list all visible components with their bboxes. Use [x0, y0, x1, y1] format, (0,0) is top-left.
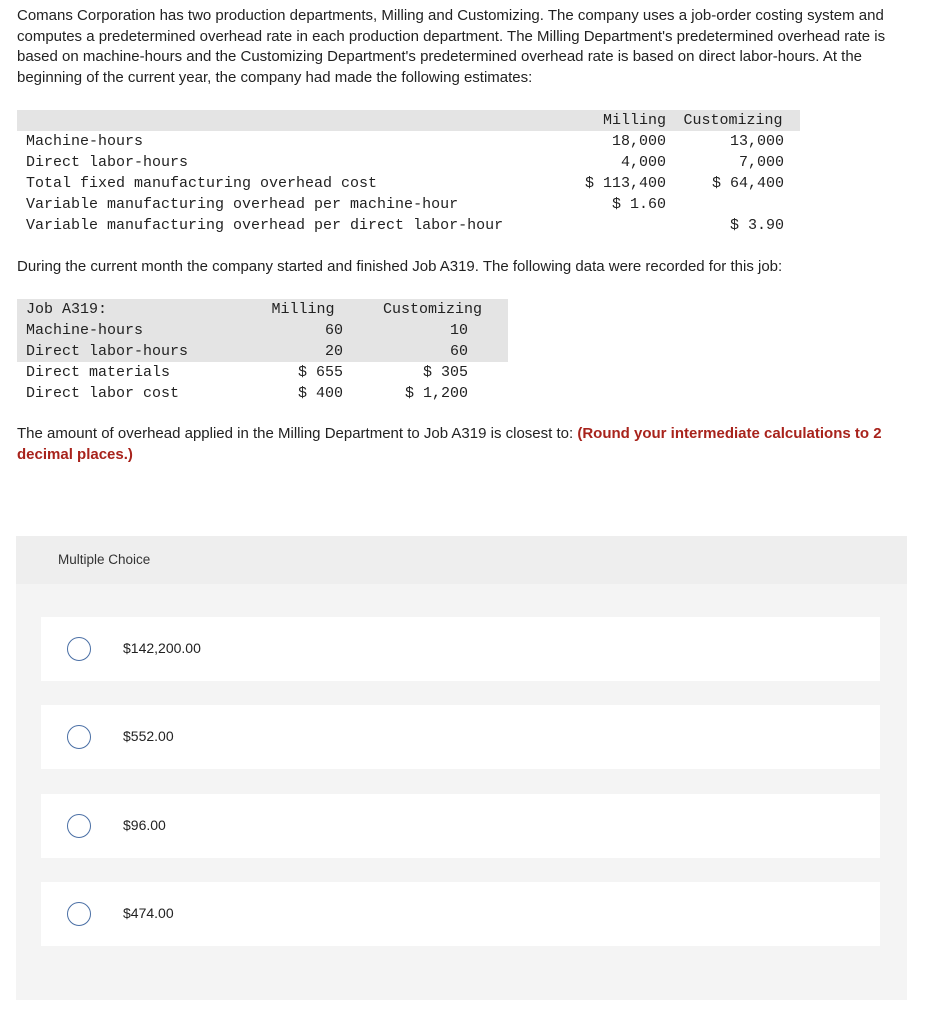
estimates-table	[17, 110, 800, 236]
estimates-row-machine-hours	[17, 131, 800, 152]
choice-option-4[interactable]	[41, 882, 880, 946]
job-title: Job A319:	[17, 299, 249, 320]
row-label: Machine-hours	[17, 320, 249, 341]
job-row-direct-labor-cost	[17, 383, 508, 404]
job-row-machine-hours	[17, 320, 508, 341]
row-label: Direct labor-hours	[26, 154, 189, 171]
question-body: The amount of overhead applied in the Milling Department to Job A319 is closest to:	[17, 425, 574, 442]
milling-value: $ 1.60	[611, 196, 666, 213]
milling-value: 20	[249, 341, 357, 362]
milling-value: 60	[249, 320, 357, 341]
customizing-value: 60	[357, 341, 508, 362]
multiple-choice-header	[16, 536, 907, 584]
choice-label: $96.00	[123, 817, 166, 833]
rounding-note: (Round your intermediate calculations to 2 decimal places.)	[17, 425, 882, 463]
choice-option-1[interactable]	[41, 617, 880, 681]
row-label: Direct labor cost	[26, 385, 180, 402]
radio-button-icon[interactable]	[67, 902, 91, 926]
customizing-value: $ 64,400	[711, 175, 784, 192]
customizing-value: $ 3.90	[729, 217, 784, 234]
customizing-value: $ 1,200	[404, 385, 468, 402]
customizing-value: $ 305	[422, 364, 468, 381]
row-label: Variable manufacturing overhead per direct labor-hour	[26, 217, 504, 234]
row-label: Total fixed manufacturing overhead cost	[26, 175, 378, 192]
estimates-row-variable-per-mh	[17, 194, 800, 215]
choice-label: $552.00	[123, 728, 174, 744]
multiple-choice-title: Multiple Choice	[58, 552, 151, 567]
milling-value: $ 113,400	[584, 175, 666, 192]
row-label: Direct labor-hours	[17, 341, 249, 362]
job-intro-text: During the current month the company started and finished Job A319. The following data were recorded for this job:	[17, 258, 783, 275]
customizing-value: 13,000	[729, 133, 784, 150]
customizing-value	[666, 194, 800, 215]
estimates-col-customizing: Customizing	[666, 110, 800, 131]
job-table	[17, 299, 508, 404]
milling-value: 4,000	[620, 154, 666, 171]
row-label: Variable manufacturing overhead per machine-hour	[26, 196, 459, 213]
choice-label: $142,200.00	[123, 640, 201, 656]
job-header-row	[17, 299, 508, 320]
radio-button-icon[interactable]	[67, 814, 91, 838]
job-col-milling: Milling	[249, 299, 357, 320]
estimates-row-fixed-overhead	[17, 173, 800, 194]
problem-intro: Comans Corporation has two production departments, Milling and Customizing. The company uses a job-order costing system and computes a predetermined overhead rate in each production department. The Milling Department's predetermined overhead rate is based on machine-hours and the Customizing Department's predetermined overhead rate is based on direct labor-hours. At the beginning of the current year, the company had made the following estimates:	[17, 7, 886, 86]
job-row-direct-labor-hours	[17, 341, 508, 362]
milling-value: 18,000	[611, 133, 666, 150]
milling-value: $ 400	[297, 385, 343, 402]
estimates-col-milling: Milling	[576, 110, 666, 131]
row-label: Machine-hours	[26, 133, 144, 150]
estimates-row-variable-per-dlh	[17, 215, 800, 236]
choice-option-2[interactable]	[41, 705, 880, 769]
choice-label: $474.00	[123, 905, 174, 921]
job-col-customizing: Customizing	[357, 299, 508, 320]
job-row-direct-materials	[17, 362, 508, 383]
estimates-row-direct-labor-hours	[17, 152, 800, 173]
customizing-value: 7,000	[738, 154, 784, 171]
row-label: Direct materials	[26, 364, 171, 381]
radio-button-icon[interactable]	[67, 637, 91, 661]
choice-option-3[interactable]	[41, 794, 880, 858]
question-text	[17, 424, 917, 465]
milling-value	[576, 215, 666, 236]
milling-value: $ 655	[297, 364, 343, 381]
estimates-header-row	[17, 110, 800, 131]
multiple-choice-panel	[16, 536, 907, 1000]
customizing-value: 10	[357, 320, 508, 341]
radio-button-icon[interactable]	[67, 725, 91, 749]
